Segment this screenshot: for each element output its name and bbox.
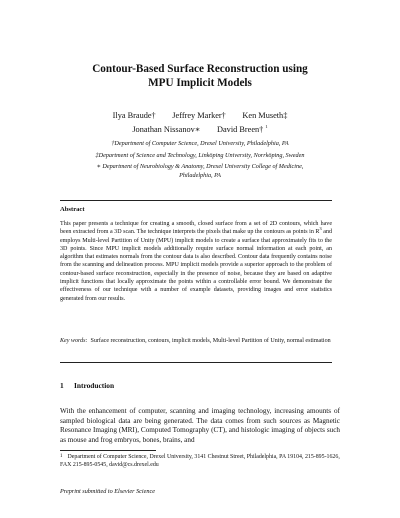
author-footnote-mark: 1 bbox=[265, 124, 268, 130]
section-heading bbox=[60, 381, 114, 390]
author-line-2-names: Jonathan Nissanov∗ David Breen† bbox=[132, 125, 264, 134]
footnote-mark: 1 bbox=[60, 454, 63, 459]
paper-title bbox=[40, 62, 360, 90]
footnote bbox=[60, 453, 344, 469]
title-line-2: MPU Implicit Models bbox=[148, 77, 252, 89]
footnote-text: Department of Computer Science, Drexel University, 3141 Chestnut Street, Philadelphia, PA 19104, 215-895-1626, FAX 215-895-0545, david@cs.drexel.edu bbox=[60, 454, 340, 468]
author-line-1: Ilya Braude† Jeffrey Marker† Ken Museth‡ bbox=[112, 111, 288, 120]
abstract-text-part-2: and employs Multi-level Partition of Unity (MPU) implicit models to create a surface that approximately fits to the 3D points. Since MPU implicit models additionally require surface normal information at each point, an algorithm that estimates normals from the contour data is also described. Contour data frequently contains noise from the scanning and delineation process. MPU implicit models provide a superior approach to the problem of contour-based surface reconstruction, especially in the presence of noise, because they are based on adaptive implicit functions that locally approximate the points within a controllable error bound. We demonstrate the effectiveness of our technique with a number of example datasets, providing images and error statistics generated from our results. bbox=[60, 229, 332, 302]
title-line-1: Contour-Based Surface Reconstruction using bbox=[92, 63, 308, 75]
keywords-label: Key words: bbox=[60, 338, 88, 344]
keywords-text: Surface reconstruction, contours, implicit models, Multi-level Partition of Unity, normal estimation bbox=[90, 338, 331, 344]
footnote-rule bbox=[60, 450, 156, 451]
author-line-2 bbox=[40, 124, 360, 135]
preprint-notice: Preprint submitted to Elsevier Science bbox=[60, 488, 155, 495]
section-title: Introduction bbox=[74, 381, 115, 390]
affiliation-neurobiology: ∗ Department of Neurobiology & Anatomy, Drexel University College of Medicine, bbox=[96, 163, 304, 171]
keywords bbox=[60, 337, 332, 345]
abstract-text bbox=[60, 220, 332, 303]
affiliation-drexel-cs: †Department of Computer Science, Drexel University, Philadelphia, PA bbox=[111, 140, 289, 147]
affiliation-neurobiology-city: Philadelphia, PA bbox=[179, 171, 221, 179]
section-number: 1 bbox=[60, 381, 64, 390]
affiliations bbox=[30, 140, 370, 180]
abstract-heading: Abstract bbox=[60, 206, 85, 213]
abstract-top-rule bbox=[60, 200, 332, 201]
author-list bbox=[40, 110, 360, 135]
abstract-text-part-1: This paper presents a technique for creating a smooth, closed surface from a set of 2D contours, which have been extracted from a 3D scan. The technique interprets the pixels that make up the contours as points in R bbox=[60, 221, 332, 236]
abstract-bottom-rule bbox=[60, 362, 332, 363]
abstract-superscript: 3 bbox=[319, 226, 322, 232]
introduction-paragraph: With the enhancement of computer, scanning and imaging technology, increasing amounts of sampled biological data are being generated. The data comes from such sources as Magnetic Resonance Imaging (MRI), Computed Tomography (CT), and histologic imaging of objects such as mouse and frog embryos, bones, brains, and bbox=[60, 407, 340, 445]
affiliation-linkoping: ‡Department of Science and Technology, Linköping University, Norrköping, Sweden bbox=[95, 151, 305, 159]
